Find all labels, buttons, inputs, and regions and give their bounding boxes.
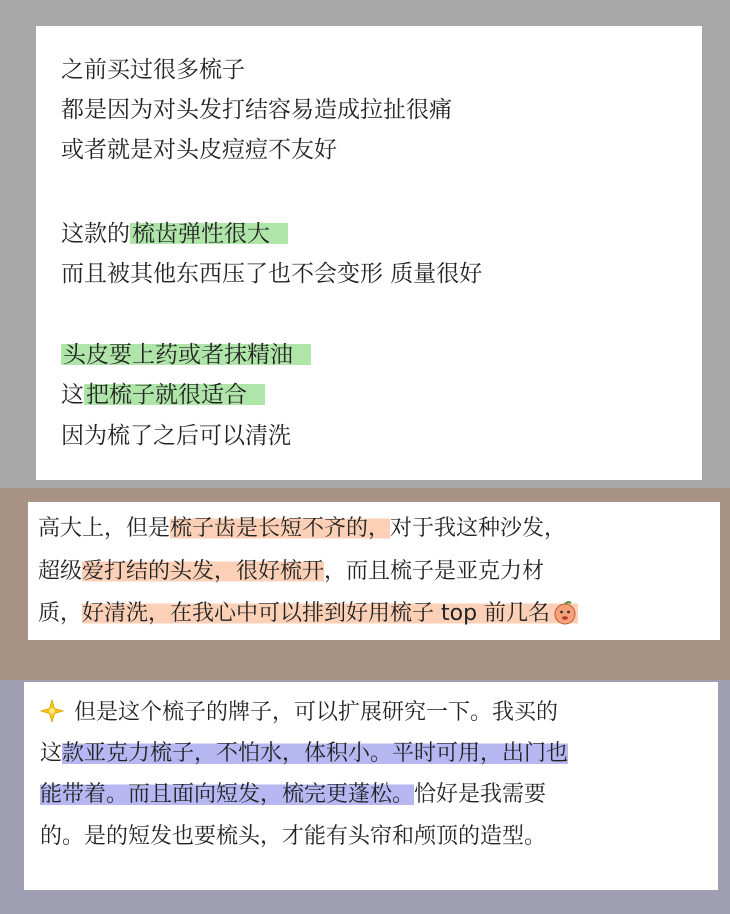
panel1-line-6 [61, 340, 311, 370]
panel1-line-4-text: 这款的 [61, 221, 130, 247]
panel3-line-3 [40, 780, 546, 810]
panel1-line-7 [61, 380, 265, 410]
panel3-line-1 [40, 698, 558, 728]
panel2-line-2-highlight: 爱打结的头发，很好梳开 [82, 559, 325, 584]
panel2-line-1-text-a: 高大上，但是 [38, 516, 171, 541]
panel3-line-4: 的。是的短发也要梳头，才能有头帘和颅顶的造型。 [40, 824, 547, 849]
panel2-line-3 [38, 599, 578, 629]
panel3-line-1-text: 但是这个梳子的牌子，可以扩展研究一下。我买的 [74, 700, 559, 725]
panel3-line-2-highlight: 款亚克力梳子，不怕水，体积小。平时可用，出门也 [62, 741, 569, 766]
panel3-line-3-text: 恰好是我需要 [414, 782, 547, 807]
panel1-line-6-highlight: 头皮要上药或者抹精油 [61, 342, 311, 368]
panel1-line-8: 因为梳了之后可以清洗 [61, 423, 291, 449]
panel2-line-2-text-a: 超级 [38, 559, 83, 584]
panel1-line-3: 或者就是对头皮痘痘不友好 [61, 137, 337, 163]
panel1-line-1: 之前买过很多梳子 [61, 57, 245, 83]
panel1-line-2: 都是因为对头发打结容易造成拉扯很痛 [61, 97, 452, 123]
panel3-card [24, 682, 718, 890]
panel2-line-1-highlight: 梳子齿是长短不齐的， [170, 516, 391, 541]
panel2-line-3-highlight-text: 好清洗，在我心中可以排到好用梳子 top 前几名 [82, 601, 551, 626]
panel1-line-7-highlight: 把梳子就很适合 [84, 382, 265, 408]
panel1-line-5: 而且被其他东西压了也不会变形 质量很好 [61, 261, 483, 287]
panel2-line-3-highlight [82, 601, 578, 626]
panel2-line-2-text-b: ，而且梳子是亚克力材 [324, 559, 545, 584]
panel3-line-2 [40, 739, 568, 769]
panel1-card [36, 26, 702, 480]
panel1-line-7-text: 这 [61, 382, 84, 408]
panel1-line-4 [61, 219, 288, 249]
panel1-line-4-highlight: 梳齿弹性很大 [130, 221, 288, 247]
panel2-line-3-text-a: 质， [38, 601, 83, 626]
panel3-line-2-text: 这 [40, 741, 63, 766]
sparkle-icon [40, 699, 64, 723]
peach-face-icon [552, 600, 578, 626]
panel2-line-1 [38, 514, 566, 544]
panel2-line-1-text-b: 对于我这种沙发， [390, 516, 567, 541]
panel3-line-3-highlight: 能带着。而且面向短发，梳完更蓬松。 [40, 782, 415, 807]
panel2-line-2 [38, 557, 544, 587]
panel2-card [28, 502, 720, 640]
